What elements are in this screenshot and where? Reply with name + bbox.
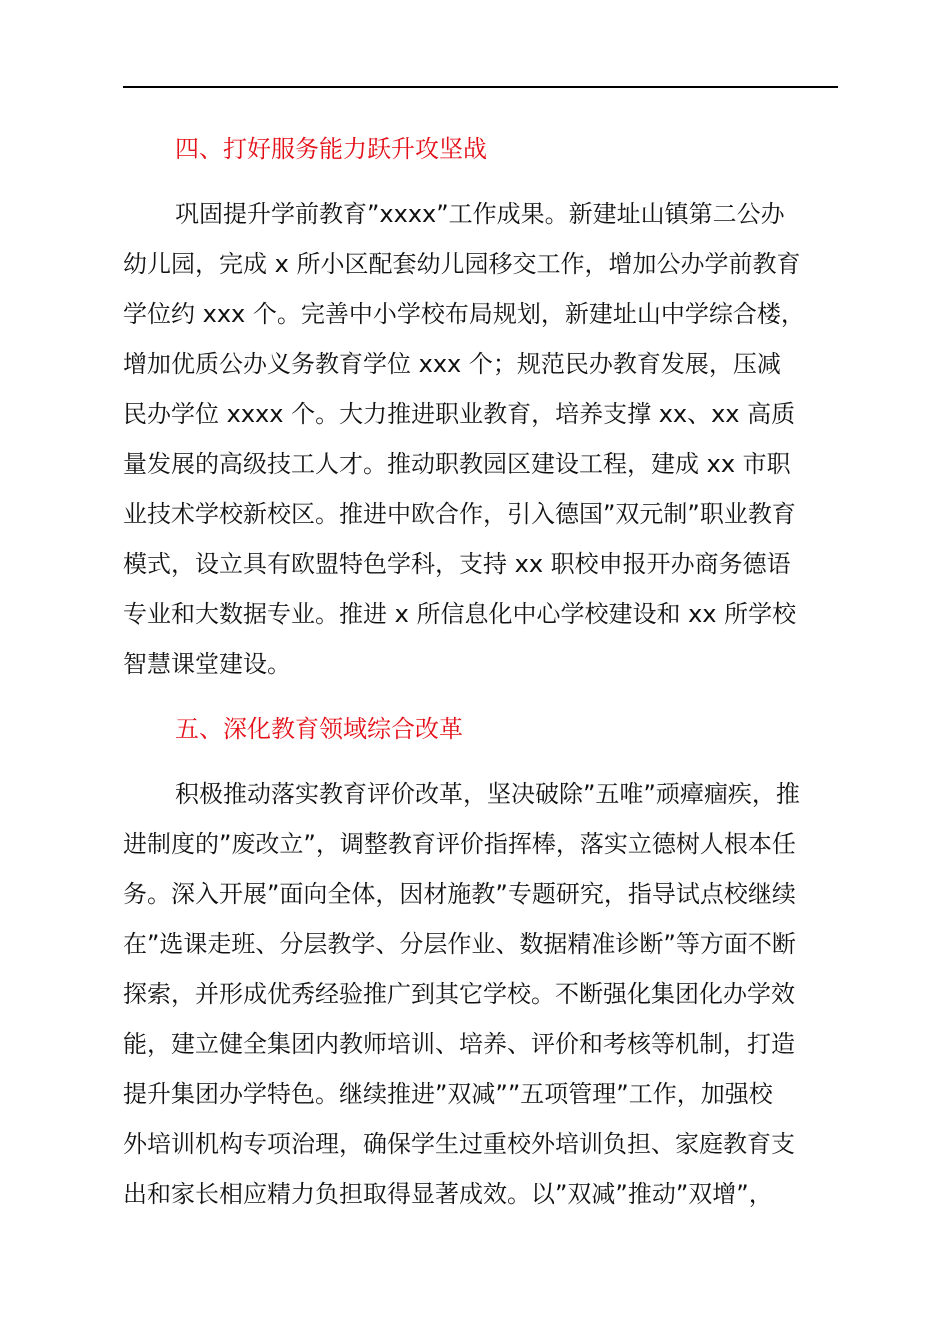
- paragraph-line: 出和家长相应精力负担取得显著成效。以”双减”推动”双增”，: [123, 1180, 773, 1208]
- section-heading-4: 四、打好服务能力跃升攻坚战: [175, 135, 487, 163]
- paragraph-line: 提升集团办学特色。继续推进”双减””五项管理”工作，加强校: [123, 1080, 773, 1108]
- paragraph-line: 在”选课走班、分层教学、分层作业、数据精准诊断”等方面不断: [123, 930, 796, 958]
- paragraph-line: 进制度的”废改立”，调整教育评价指挥棒，落实立德树人根本任: [123, 830, 796, 858]
- paragraph-line: 积极推动落实教育评价改革，坚决破除”五唯”顽瘴痼疾，推: [175, 780, 800, 808]
- paragraph-line: 模式，设立具有欧盟特色学科，支持 xx 职校申报开办商务德语: [123, 550, 791, 578]
- paragraph-line: 专业和大数据专业。推进 x 所信息化中心学校建设和 xx 所学校: [123, 600, 797, 628]
- paragraph-line: 量发展的高级技工人才。推动职教园区建设工程，建成 xx 市职: [123, 450, 791, 478]
- paragraph-line: 幼儿园，完成 x 所小区配套幼儿园移交工作，增加公办学前教育: [123, 250, 801, 278]
- paragraph-line: 智慧课堂建设。: [123, 650, 291, 678]
- paragraph-line: 能，建立健全集团内教师培训、培养、评价和考核等机制，打造: [123, 1030, 795, 1058]
- section-heading-5: 五、深化教育领域综合改革: [175, 715, 463, 743]
- paragraph-line: 巩固提升学前教育”xxxx”工作成果。新建址山镇第二公办: [175, 200, 785, 228]
- paragraph-line: 外培训机构专项治理，确保学生过重校外培训负担、家庭教育支: [123, 1130, 795, 1158]
- paragraph-line: 学位约 xxx 个。完善中小学校布局规划，新建址山中学综合楼，: [123, 300, 805, 328]
- paragraph-line: 业技术学校新校区。推进中欧合作，引入德国”双元制”职业教育: [123, 500, 796, 528]
- paragraph-line: 务。深入开展”面向全体，因材施教”专题研究，指导试点校继续: [123, 880, 796, 908]
- paragraph-line: 民办学位 xxxx 个。大力推进职业教育，培养支撑 xx、xx 高质: [123, 400, 796, 428]
- header-rule: [123, 86, 838, 88]
- paragraph-line: 探索，并形成优秀经验推广到其它学校。不断强化集团化办学效: [123, 980, 795, 1008]
- paragraph-line: 增加优质公办义务教育学位 xxx 个；规范民办教育发展，压减: [123, 350, 781, 378]
